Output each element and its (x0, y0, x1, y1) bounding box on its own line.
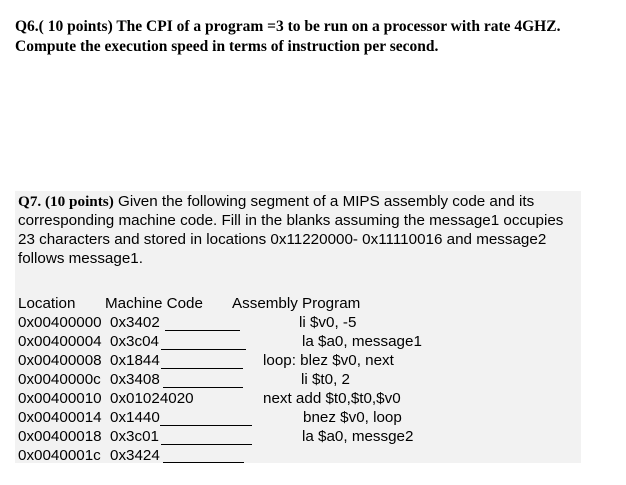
row-machine-code: 0x1440 (110, 409, 160, 426)
question-7-label: Q7. (10 points) (18, 193, 114, 210)
blank-3[interactable] (163, 387, 243, 388)
header-location: Location (18, 295, 76, 312)
header-machine-code: Machine Code (105, 295, 203, 312)
blank-1[interactable] (161, 349, 246, 350)
row-machine-code: 0x3c01 (110, 428, 159, 445)
blank-0[interactable] (165, 330, 240, 331)
question-6 (15, 17, 615, 57)
row-location: 0x00400004 (18, 333, 102, 350)
row-machine-code: 0x1844 (110, 352, 160, 369)
blank-5[interactable] (160, 425, 252, 426)
row-location: 0x00400008 (18, 352, 102, 369)
question-7-box (15, 191, 581, 463)
row-assembly: li $t0, 2 (301, 371, 350, 388)
row-location: 0x00400018 (18, 428, 102, 445)
question-7-prompt (18, 192, 580, 268)
row-location: 0x0040001c (18, 447, 101, 464)
row-assembly: li $v0, -5 (299, 314, 357, 331)
blank-7[interactable] (163, 462, 244, 463)
row-machine-code: 0x3c04 (110, 333, 159, 350)
row-assembly: bnez $v0, loop (303, 409, 402, 426)
blank-2[interactable] (161, 368, 243, 369)
question-6-text: Q6.( 10 points) The CPI of a program =3 to be run on a processor with rate 4GHZ. Compute the execution speed in terms of instruction per second. (15, 18, 561, 55)
row-assembly: la $a0, message1 (302, 333, 422, 350)
row-location: 0x0040000c (18, 371, 101, 388)
blank-6[interactable] (161, 444, 252, 445)
row-machine-code: 0x01024020 (110, 390, 194, 407)
row-machine-code: 0x3402 (110, 314, 160, 331)
row-assembly: la $a0, messge2 (302, 428, 414, 445)
question-7-text: Given the following segment of a MIPS assembly code and its corresponding machine code. Fill in the blanks assuming the message1 occupies 23 characters and stored in locations 0x11220000- 0x11110016 and message2 follows message1. (18, 193, 564, 267)
row-location: 0x00400014 (18, 409, 102, 426)
header-assembly-program: Assembly Program (232, 295, 361, 312)
row-location: 0x00400000 (18, 314, 102, 331)
row-assembly: loop: blez $v0, next (263, 352, 394, 369)
row-assembly: next add $t0,$t0,$v0 (263, 390, 401, 407)
row-machine-code: 0x3408 (110, 371, 160, 388)
row-location: 0x00400010 (18, 390, 102, 407)
row-machine-code: 0x3424 (110, 447, 160, 464)
